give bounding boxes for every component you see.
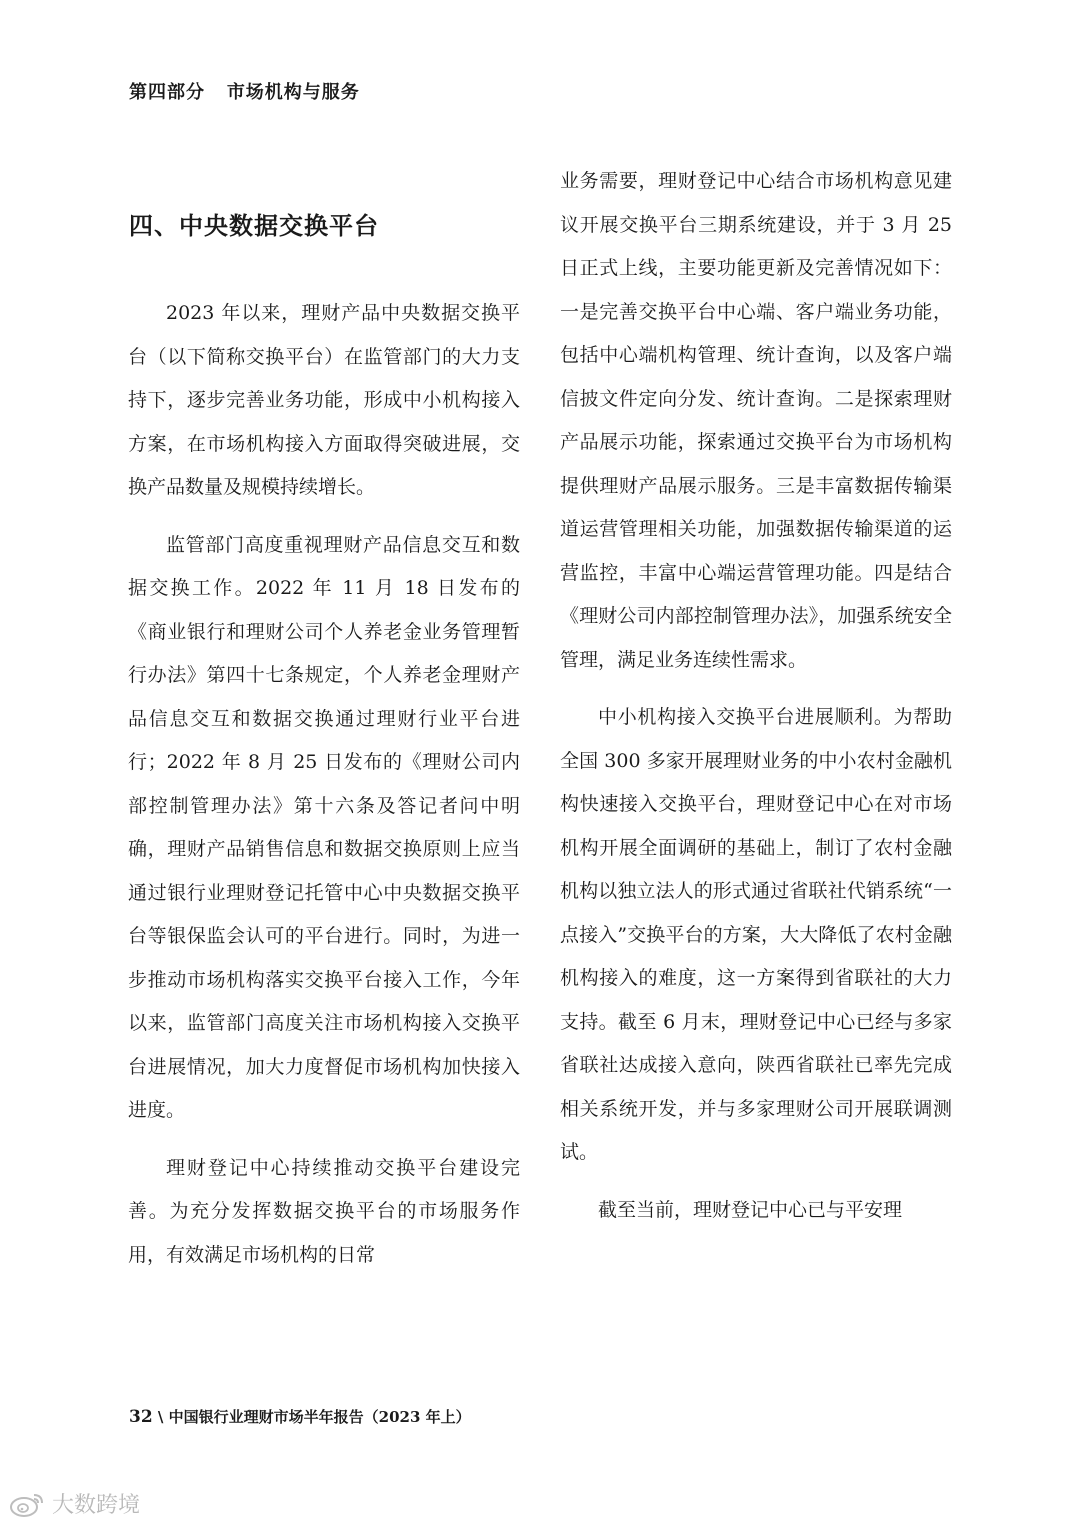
left-column: [128, 292, 520, 1291]
page-footer: [129, 1406, 471, 1427]
watermark: [8, 1488, 140, 1519]
running-head-part: 第四部分: [129, 82, 205, 103]
paragraph: 2023 年以来，理财产品中央数据交换平台（以下简称交换平台）在监管部门的大力支持下，逐步完善业务功能，形成中小机构接入方案，在市场机构接入方面取得突破进展，交换产品数量及规模持续增长。: [128, 302, 520, 498]
running-head-section: 市场机构与服务: [226, 82, 360, 103]
report-title: 中国银行业理财市场半年报告（2023 年上）: [168, 1408, 471, 1426]
paragraph: 截至当前，理财登记中心已与平安理: [598, 1198, 903, 1221]
paragraph: 监管部门高度重视理财产品信息交互和数据交换工作。2022 年 11 月 18 日发布的《商业银行和理财公司个人养老金业务管理暂行办法》第四十七条规定，个人养老金理财产品信息交互和数据交换通过理财行业平台进行；2022 年 8 月 25 日发布的《理财公司内部控制管理办法》第十六条及答记者问中明确，理财产品销售信息和数据交换原则上应当通过银行业理财登记托管中心中央数据交换平台等银保监会认可的平台进行。同时，为进一步推动市场机构落实交换平台接入工作，今年以来，监管部门高度关注市场机构接入交换平台进展情况，加大力度督促市场机构加快接入进度。: [128, 533, 520, 1121]
running-head: [129, 78, 360, 104]
section-title: 四、中央数据交换平台: [129, 212, 379, 240]
paragraph: 中小机构接入交换平台进展顺利。为帮助全国 300 多家开展理财业务的中小农村金融机构快速接入交换平台，理财登记中心在对市场机构开展全面调研的基础上，制订了农村金融机构以独立法人的形式通过省联社代销系统“一点接入”交换平台的方案，大大降低了农村金融机构接入的难度，这一方案得到省联社的大力支持。截至 6 月末，理财登记中心已经与多家省联社达成接入意向，陕西省联社已率先完成相关系统开发，并与多家理财公司开展联调测试。: [560, 706, 952, 1163]
watermark-text: 大数跨境: [52, 1493, 141, 1518]
paragraph: 理财登记中心持续推动交换平台建设完善。为充分发挥数据交换平台的市场服务作用，有效满足市场机构的日常: [128, 1156, 520, 1266]
right-column: [560, 160, 952, 1246]
weibo-logo-icon: [8, 1489, 48, 1519]
page-number: 32: [129, 1407, 153, 1427]
footer-separator: \: [157, 1408, 164, 1426]
paragraph-continued: 业务需要，理财登记中心结合市场机构意见建议开展交换平台三期系统建设，并于 3 月 25 日正式上线，主要功能更新及完善情况如下：一是完善交换平台中心端、客户端业务功能，包括中心端机构管理、统计查询，以及客户端信披文件定向分发、统计查询。二是探索理财产品展示功能，探索通过交换平台为市场机构提供理财产品展示服务。三是丰富数据传输渠道运营管理相关功能，加强数据传输渠道的运营监控，丰富中心端运营管理功能。四是结合《理财公司内部控制管理办法》，加强系统安全管理，满足业务连续性需求。: [560, 170, 952, 671]
